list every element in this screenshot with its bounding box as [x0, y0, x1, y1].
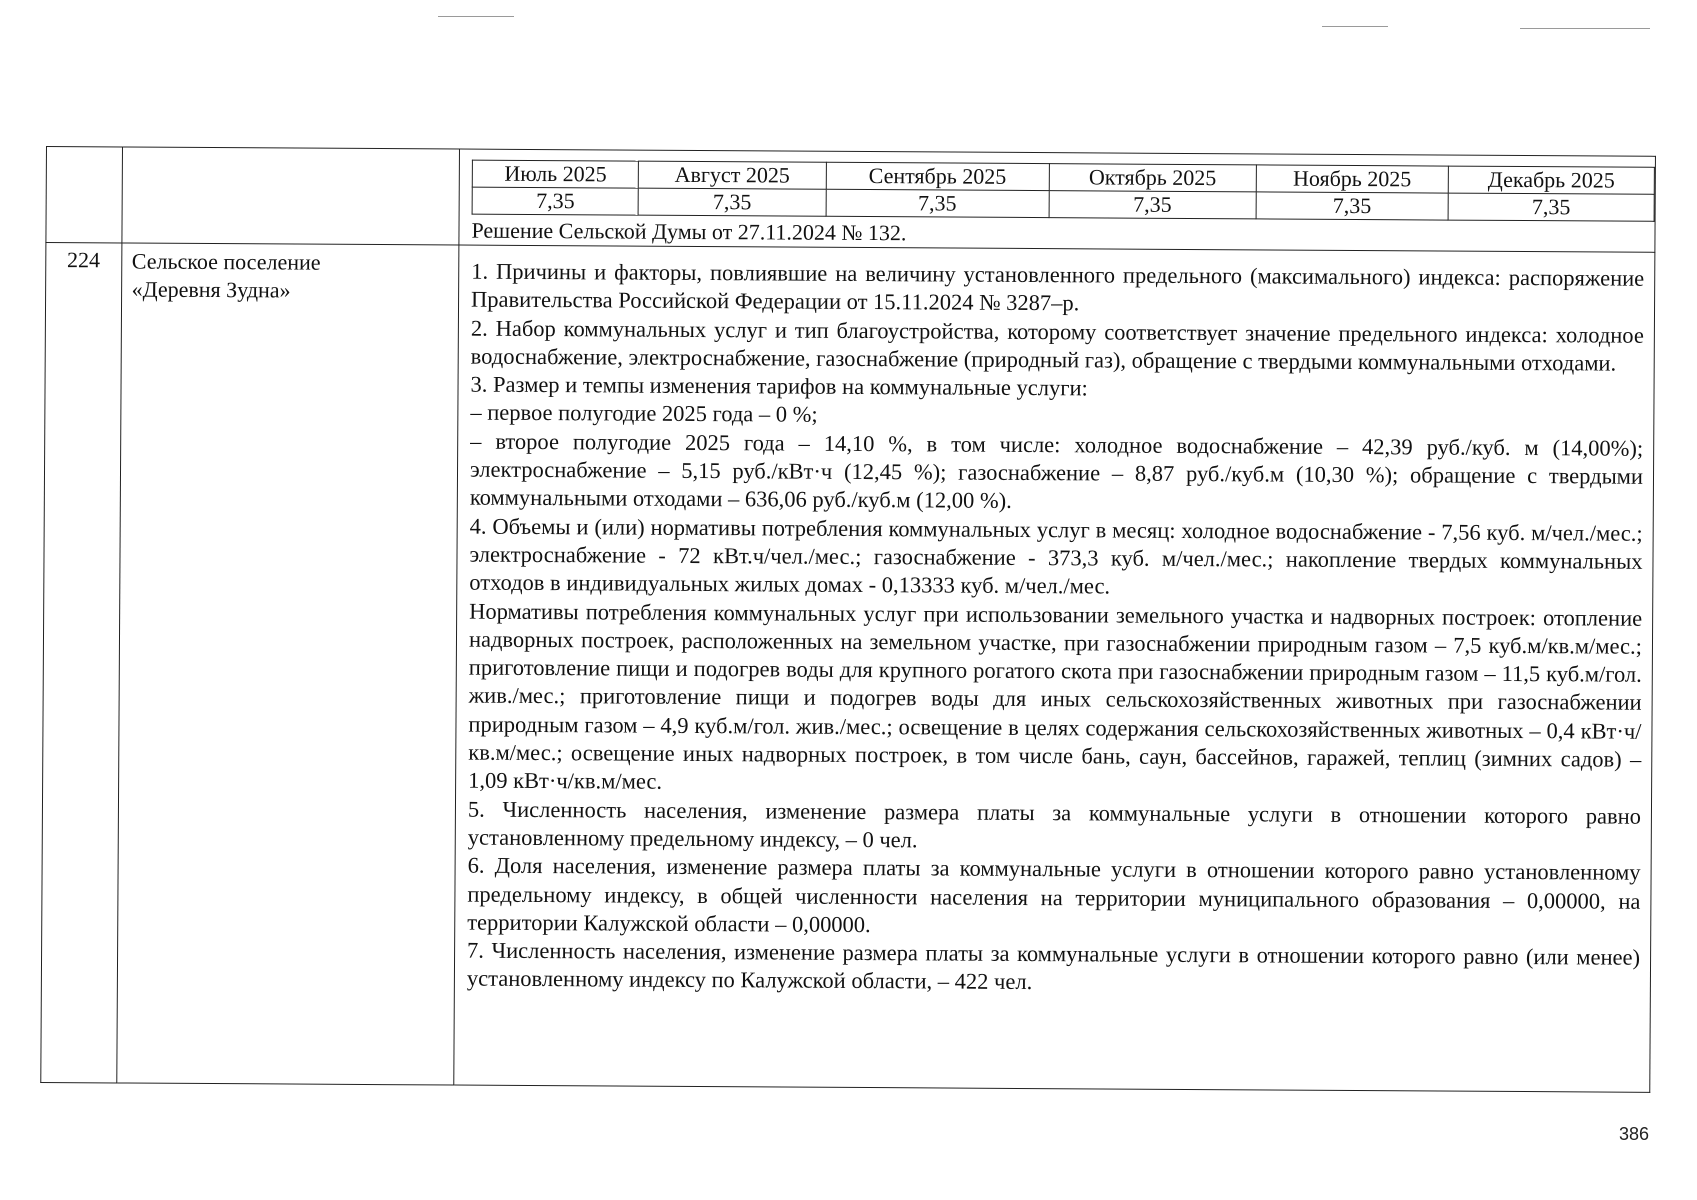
name-cell-empty — [121, 147, 459, 245]
row-224-content — [454, 245, 1655, 1092]
monthly-index-table — [472, 160, 1655, 222]
paragraph-4: 4. Объемы и (или) нормативы потребления коммунальных услуг в месяц: холодное водоснабжение - 7,56 куб. м/чел./мес.; электроснабжение - 72 кВт.ч/чел./мес.; газоснабжение - 373,3 куб. м/чел./мес.; накопление твердых коммунальных отходов в индивидуальных жилых домах - 0,13333 куб. м/чел./мес. — [469, 513, 1643, 599]
paragraph-norms: Нормативы потребления коммунальных услуг при использовании земельного участка и надворных построек: отопление надворных построек, расположенных на земельном участке, при газоснабжении природным газом – 7,5 куб.м/кв.м/мес.; приготовление пищи и подогрев воды для крупного рогатого скота при газоснабжении природным газом – 11,5 куб.м/гол. жив./мес.; приготовление пищи и подогрев воды для иных сельскохозяйственных животных при газоснабжении природным газом – 4,9 куб.м/гол. жив./мес.; освещение в целях содержания сельскохозяйственных животных – 0,4 кВт·ч/кв.м/мес.; освещение иных надворных построек, в том числе бань, саун, бассейнов, гаражей, теплиц (зимних садов) – 1,09 кВт·ч/кв.м/мес. — [468, 598, 1643, 795]
month-header: Июль 2025 — [472, 160, 639, 188]
paragraph-3-first-half: – первое полугодие 2025 года – 0 %; — [470, 400, 818, 428]
scan-mark — [1520, 28, 1650, 29]
municipality-name-line: «Деревня Зудна» — [131, 276, 291, 303]
month-header: Август 2025 — [639, 161, 826, 189]
paragraph-3-second-half: – второе полугодие 2025 года – 14,10 %, в том числе: холодное водоснабжение – 42,39 руб./куб. м (14,00%); электроснабжение – 5,15 руб./кВт·ч (12,45 %); газоснабжение – 8,87 руб./куб.м (10,30 %); обращение с твердыми коммунальными отходами – 636,06 руб./куб.м (12,00 %). — [469, 428, 1644, 514]
month-value: 7,35 — [1049, 191, 1256, 219]
paragraph-2: 2. Набор коммунальных услуг и тип благоустройства, которому соответствует значение предельного индекса: холодное водоснабжение, электроснабжение, газоснабжение (природный газ), обращение с твердыми коммунальными отходами. — [470, 315, 1644, 376]
tariff-table — [40, 146, 1656, 1093]
number-cell-empty — [46, 147, 122, 243]
scan-mark — [1322, 26, 1388, 27]
table-row-previous — [46, 147, 1656, 253]
decision-text: Решение Сельской Думы от 27.11.2024 № 132. — [471, 217, 907, 246]
paragraph-6: 6. Доля населения, изменение размера платы за коммунальные услуги в отношении которого равно установленному предельному индексу, в общей численности населения на территории муниципального образования – 0,00000, на территории Калужской области – 0,00000. — [467, 852, 1641, 937]
municipality-name-line: Сельское поселение — [131, 248, 321, 275]
month-value: 7,35 — [1448, 193, 1654, 221]
month-header: Октябрь 2025 — [1049, 164, 1256, 192]
municipality-name — [116, 243, 459, 1085]
previous-row-content — [459, 149, 1656, 252]
month-header: Ноябрь 2025 — [1256, 165, 1448, 193]
paragraph-7: 7. Численность населения, изменение размера платы за коммунальные услуги в отношении которого равно (или менее) установленному индексу по Калужской области, – 422 чел. — [466, 937, 1641, 995]
paragraph-3: 3. Размер и темпы изменения тарифов на коммунальные услуги: — [470, 371, 1088, 401]
row-number: 224 — [41, 243, 122, 1083]
month-value: 7,35 — [826, 189, 1049, 217]
month-value: 7,35 — [472, 187, 639, 215]
table-row-224 — [41, 243, 1655, 1093]
scan-mark — [438, 16, 514, 17]
month-header: Декабрь 2025 — [1448, 166, 1654, 194]
month-value: 7,35 — [1256, 192, 1448, 220]
body-text — [455, 246, 1655, 1001]
month-header: Сентябрь 2025 — [826, 162, 1049, 190]
month-value: 7,35 — [638, 188, 825, 216]
page-number: 386 — [1618, 1124, 1649, 1144]
paragraph-5: 5. Численность населения, изменение размера платы за коммунальные услуги в отношении которого равно установленному предельному индексу, – 0 чел. — [467, 796, 1642, 853]
paragraph-1: 1. Причины и факторы, повлиявшие на величину установленного предельного (максимального) индекса: распоряжение Правительства Российской Федерации от 15.11.2024 № 3287–р. — [470, 258, 1645, 316]
